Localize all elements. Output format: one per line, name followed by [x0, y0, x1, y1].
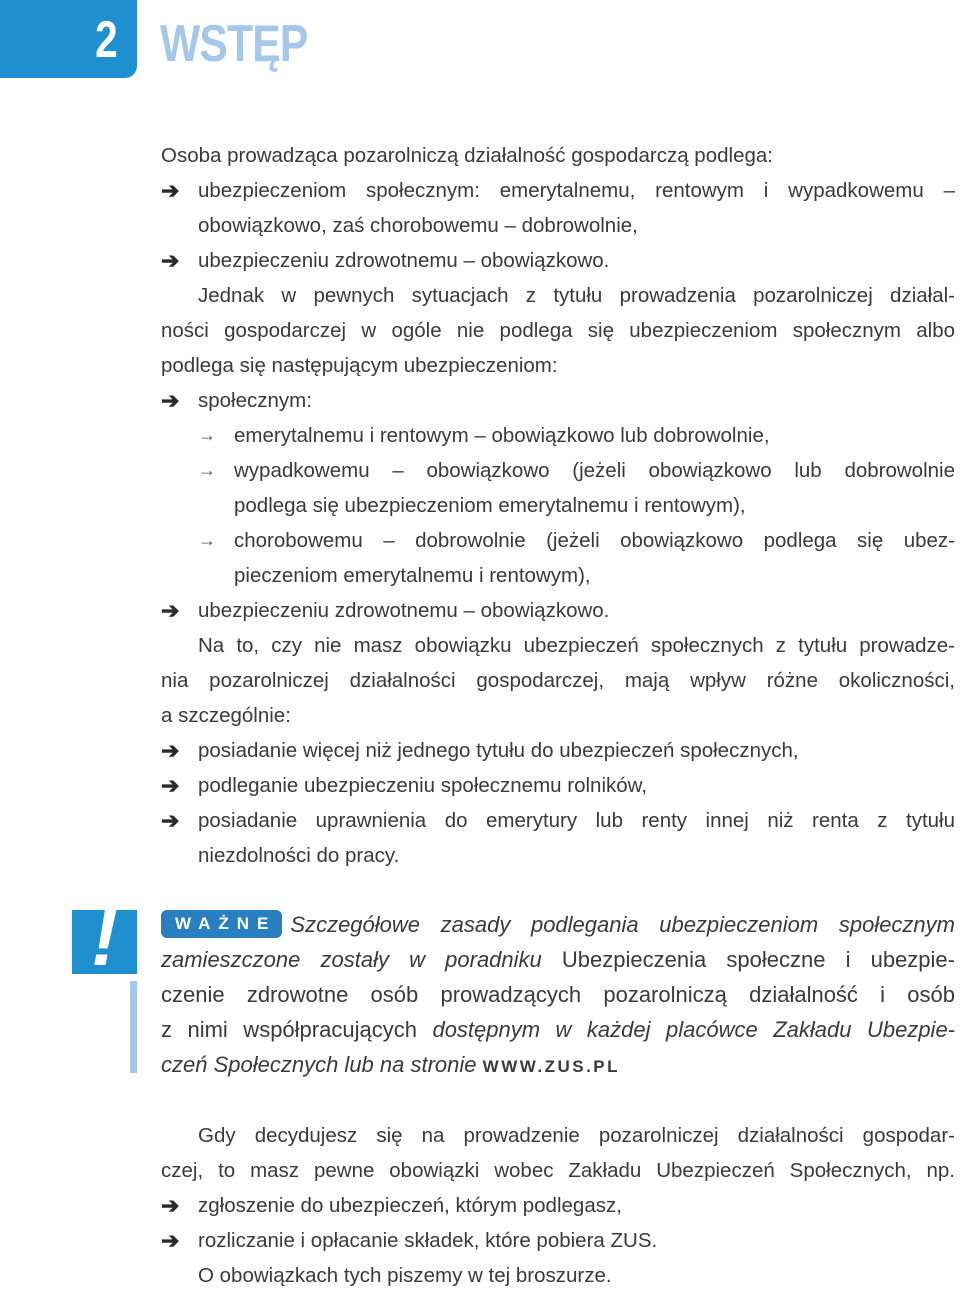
- paragraph-line: czej, to masz pewne obowiązki wobec Zakładu Ubezpieczeń Społecznych, np.: [161, 1159, 955, 1182]
- bullet-arrow-icon: ➔: [161, 178, 180, 203]
- paragraph-line: ności gospodarczej w ogóle nie podlega się ubezpieczeniom społecznym albo: [161, 319, 955, 342]
- bullet-arrow-icon: ➔: [161, 1193, 180, 1218]
- sub-list-item-text: chorobowemu – dobrowolnie (jeżeli obowiązkowo podlega się ubez-: [234, 529, 955, 552]
- list-item-text: rozliczanie i opłacanie składek, które pobiera ZUS.: [198, 1229, 658, 1252]
- list-item-text: ubezpieczeniu zdrowotnemu – obowiązkowo.: [198, 599, 610, 622]
- sub-bullet-arrow-icon: →: [198, 530, 216, 550]
- list-item: [161, 1188, 955, 1223]
- note-line: [161, 907, 955, 942]
- list-item-text: posiadanie więcej niż jednego tytułu do ubezpieczeń społecznych,: [198, 739, 799, 762]
- paragraph-line: Gdy decydujesz się na prowadzenie pozarolniczej działalności gospodar-: [198, 1124, 955, 1147]
- paragraph-line: Na to, czy nie masz obowiązku ubezpieczeń społecznych z tytułu prowadze-: [198, 634, 955, 657]
- sub-list-item-continuation: podlega się ubezpieczeniom emerytalnemu i rentowym),: [234, 494, 746, 517]
- list-item: [161, 383, 955, 418]
- paragraph-line: O obowiązkach tych piszemy w tej broszurze.: [198, 1264, 612, 1287]
- list-item: [161, 173, 955, 208]
- zus-website-link[interactable]: WWW.ZUS.PL: [482, 1057, 621, 1076]
- guide-title: z nimi współpracujących: [161, 1017, 417, 1042]
- note-line: [161, 1047, 955, 1084]
- sub-list-item: [161, 453, 955, 488]
- bullet-arrow-icon: ➔: [161, 598, 180, 623]
- list-item-text: ubezpieczeniom społecznym: emerytalnemu, rentowym i wypadkowemu –: [198, 179, 955, 202]
- list-item: [161, 243, 955, 278]
- list-item-continuation: niezdolności do pracy.: [198, 844, 400, 867]
- bullet-arrow-icon: ➔: [161, 773, 180, 798]
- list-item-text: społecznym:: [198, 389, 312, 412]
- bullet-arrow-icon: ➔: [161, 388, 180, 413]
- exclamation-icon: !: [91, 893, 118, 982]
- bullet-arrow-icon: ➔: [161, 738, 180, 763]
- sub-list-item-text: wypadkowemu – obowiązkowo (jeżeli obowiązkowo lub dobrowolnie: [234, 459, 955, 482]
- list-item: [161, 803, 955, 838]
- note-text: czeń Społecznych lub na stronie: [161, 1052, 477, 1077]
- bullet-arrow-icon: ➔: [161, 808, 180, 833]
- list-item: [161, 768, 955, 803]
- guide-title: Ubezpieczenia społeczne i ubezpie-: [561, 947, 955, 972]
- guide-title: czenie zdrowotne osób prowadzących pozarolniczą działalność i osób: [161, 982, 955, 1007]
- sub-list-item: [161, 523, 955, 558]
- note-text: dostępnym w każdej placówce Zakładu Ubezpie-: [432, 1017, 956, 1042]
- paragraph-line: Osoba prowadząca pozarolniczą działalność gospodarczą podlega:: [161, 144, 773, 167]
- chapter-number: 2: [95, 11, 117, 69]
- paragraph-line: Jednak w pewnych sytuacjach z tytułu prowadzenia pozarolniczej działal-: [198, 284, 955, 307]
- sub-list-item-text: emerytalnemu i rentowym – obowiązkowo lub dobrowolnie,: [234, 424, 770, 447]
- important-label: WAŻNE: [161, 910, 282, 938]
- list-item: [161, 733, 955, 768]
- list-item-text: posiadanie uprawnienia do emerytury lub renty innej niż renta z tytułu: [198, 809, 955, 832]
- list-item: [161, 1223, 955, 1258]
- bullet-arrow-icon: ➔: [161, 248, 180, 273]
- paragraph-line: podlega się następującym ubezpieczeniom:: [161, 354, 558, 377]
- paragraph-line: a szczególnie:: [161, 704, 291, 727]
- note-line: [161, 942, 955, 977]
- sub-list-item: [161, 418, 955, 453]
- list-item: [161, 593, 955, 628]
- sub-bullet-arrow-icon: →: [198, 460, 216, 480]
- paragraph-line: nia pozarolniczej działalności gospodarczej, mają wpływ różne okoliczności,: [161, 669, 955, 692]
- note-text: Szczegółowe zasady podlegania ubezpieczeniom społecznym: [290, 912, 955, 937]
- note-side-line: [130, 981, 137, 1073]
- chapter-title: WSTĘP: [160, 15, 308, 73]
- note-line: [161, 1012, 955, 1047]
- list-item-text: zgłoszenie do ubezpieczeń, którym podlegasz,: [198, 1194, 622, 1217]
- list-item-text: ubezpieczeniu zdrowotnemu – obowiązkowo.: [198, 249, 610, 272]
- sub-list-item-continuation: pieczeniom emerytalnemu i rentowym),: [234, 564, 591, 587]
- sub-bullet-arrow-icon: →: [198, 425, 216, 445]
- list-item-continuation: obowiązkowo, zaś chorobowemu – dobrowolnie,: [198, 214, 638, 237]
- note-text: zamieszczone zostały w poradniku: [161, 947, 542, 972]
- bullet-arrow-icon: ➔: [161, 1228, 180, 1253]
- list-item-text: podleganie ubezpieczeniu społecznemu rolników,: [198, 774, 648, 797]
